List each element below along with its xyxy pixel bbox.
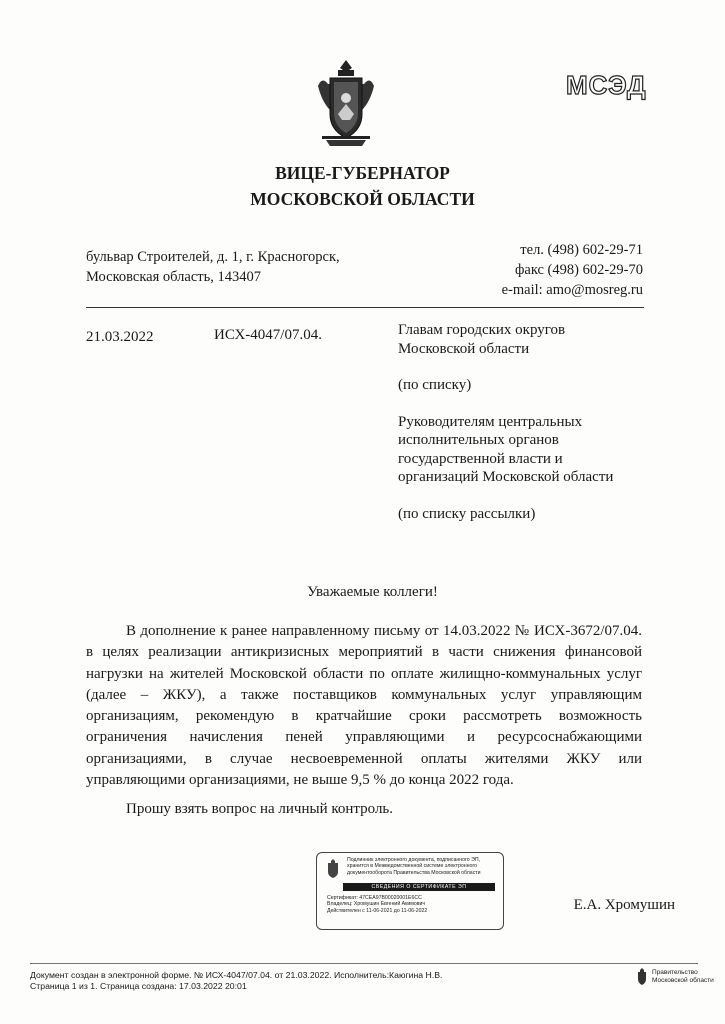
stamp-header-text: Подлинник электронного документа, подписанного ЭП, хранится в Межведомственной системе электронного документооборота Правительства Московской области: [347, 857, 481, 876]
letter-body: [86, 621, 642, 821]
email-address: e-mail: amo@mosreg.ru: [501, 282, 643, 298]
certificate-validity: Действителен с 11-06-2021 до 11-06-2022: [327, 907, 428, 914]
government-logo-icon: [636, 968, 648, 986]
electronic-signature-stamp: [316, 852, 504, 930]
recipient-line: Московской области: [398, 340, 530, 357]
footer-info: [30, 970, 442, 992]
recipients-block: [398, 321, 678, 541]
recipient-group-2-note: (по списку рассылки): [398, 505, 536, 522]
recipient-line: Главам городских округов: [398, 322, 566, 338]
address-line-1: бульвар Строителей, д. 1, г. Красногорск,: [86, 249, 340, 265]
signer-name: Е.А. Хромушин: [573, 897, 675, 913]
coat-of-arms-icon: [316, 58, 376, 148]
letter-reference: ИСХ-4047/07.04.: [214, 327, 322, 343]
stamp-certificate-band: СВЕДЕНИЯ О СЕРТИФИКАТЕ ЭП: [343, 883, 495, 891]
letter-date: 21.03.2022: [86, 329, 154, 345]
recipient-line: Руководителям центральных: [398, 413, 583, 430]
certificate-owner: Владелец: Хромушин Евгений Акимович: [327, 901, 426, 908]
footer-divider: [30, 963, 698, 964]
title-line-1: ВИЦЕ-ГУБЕРНАТОР: [275, 163, 450, 183]
msed-system-mark: МСЭД: [566, 70, 647, 100]
coat-of-arms-small-icon: [325, 859, 341, 879]
fax-number: факс (498) 602-29-70: [514, 262, 643, 278]
title-line-2: МОСКОВСКОЙ ОБЛАСТИ: [250, 189, 475, 209]
sender-contacts: [502, 240, 643, 300]
sender-address: [86, 247, 340, 287]
sender-title: [0, 160, 725, 212]
header-divider: [86, 307, 644, 308]
gov-name-line-2: Московской области: [652, 977, 714, 984]
address-line-2: Московская область, 143407: [86, 269, 261, 285]
government-name: [652, 969, 714, 985]
recipient-group-1-note: (по списку): [398, 377, 472, 393]
footer-line-2: Страница 1 из 1. Страница создана: 17.03.2022 20:01: [30, 981, 247, 991]
recipient-group-1: [398, 321, 678, 358]
body-paragraph-1: В дополнение к ранее направленному письму от 14.03.2022 № ИСХ-3672/07.04. в целях реализации антикризисных мероприятий в части снижения финансовой нагрузки на жителей Московской области по оплате жилищно-коммунальных услуг (далее – ЖКУ), а также поставщиков коммунальных услуг управляющим организациям, рекомендую в кратчайшие сроки рассмотреть возможность ограничения начисления пеней управляющими и ресурсоснабжающими организациями, в случае несвоевременной оплаты жителями ЖКУ или управляющими организациями, не выше 9,5 % до конца 2022 года.: [86, 623, 642, 789]
gov-name-line-1: Правительство: [652, 969, 698, 976]
recipient-line: исполнительных органов: [398, 432, 559, 448]
phone-number: тел. (498) 602-29-71: [520, 242, 643, 258]
greeting: Уважаемые коллеги!: [307, 584, 438, 600]
recipient-line: организаций Московской области: [398, 469, 614, 485]
footer-line-1: Документ создан в электронной форме. № ИСХ-4047/07.04. от 21.03.2022. Исполнитель:Каюгина Н.В.: [30, 970, 443, 980]
recipient-group-2: [398, 413, 678, 487]
certificate-number: Сертификат: 47CEA97B00020001E6CC: [327, 895, 422, 901]
recipient-line: государственной власти и: [398, 450, 563, 467]
stamp-details: [327, 895, 497, 914]
body-paragraph-2: Прошу взять вопрос на личный контроль.: [126, 801, 394, 818]
